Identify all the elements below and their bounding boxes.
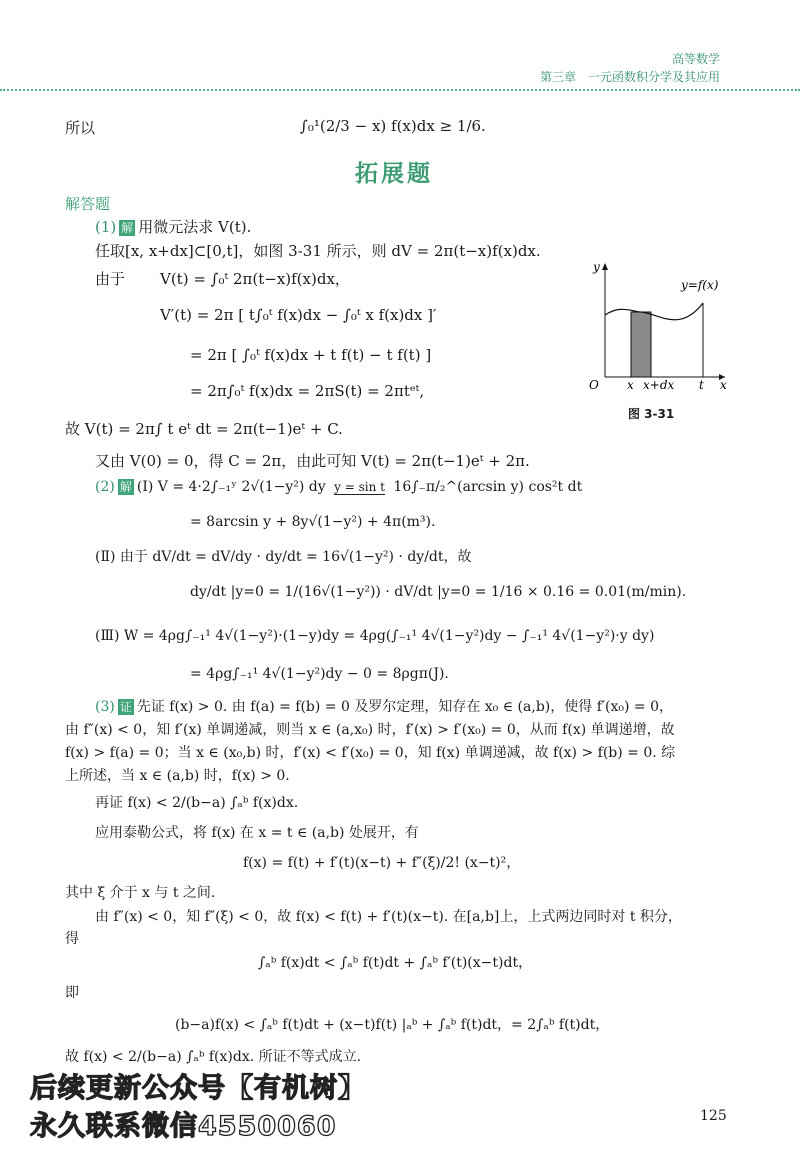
figure-caption: 图 3-31	[628, 407, 675, 421]
section-title: 拓展题	[355, 161, 433, 187]
top-inequality: ∫₀¹(2/3 − x) f(x)dx ≥ 1/6.	[300, 117, 486, 135]
p3-line13: (b−a)f(x) < ∫ₐᵇ f(t)dt + (x−t)f(t) |ₐᵇ + ∫ₐᵇ f(t)dt，= 2∫ₐᵇ f(t)dt，	[175, 1017, 610, 1033]
p3-line9: 由 f″(x) < 0，知 f″(ξ) < 0，故 f(x) < f(t) + f′(t)(x−t). 在[a,b]上，上式两边同时对 t 积分，	[95, 909, 682, 925]
p3-line7: f(x) = f(t) + f′(t)(x−t) + f″(ξ)/2! (x−t)²，	[243, 855, 521, 871]
p1-eq4: = 2π∫₀ᵗ f(x)dx = 2πS(t) = 2πtᵉᵗ,	[190, 382, 425, 400]
strip-rectangle	[631, 312, 651, 377]
problem-1-text: 用微元法求 V(t).	[138, 218, 252, 236]
p1-eq6: 又由 V(0) = 0，得 C = 2π，由此可知 V(t) = 2π(t−1)eᵗ + 2π.	[95, 452, 530, 470]
solution-tag: 解	[119, 480, 132, 494]
tick-t-label: t	[699, 378, 704, 392]
p3-line8: 其中 ξ 介于 x 与 t 之间.	[65, 885, 216, 901]
p2-eq1	[95, 479, 582, 495]
problem-2-number: (2)	[95, 479, 115, 495]
p1-eq5: 故 V(t) = 2π∫ t eᵗ dt = 2π(t−1)eᵗ + C.	[65, 420, 343, 438]
x-axis-label: x	[720, 378, 727, 392]
problem-3-number: (3)	[95, 699, 115, 715]
watermark-line-1: 后续更新公众号【有机树】	[30, 1073, 366, 1104]
p3-l1-text: 先证 f(x) > 0. 由 f(a) = f(b) = 0 及罗尔定理，知存在 x₀ ∈ (a,b)，使得 f′(x₀) = 0，	[136, 699, 674, 715]
p3-line12: 即	[65, 985, 79, 1001]
p1-line1: 任取[x, x+dx]⊂[0,t]，如图 3-31 所示，则 dV = 2π(t−x)f(x)dx.	[95, 242, 541, 260]
p1-eq2: V′(t) = 2π [ t∫₀ᵗ f(x)dx − ∫₀ᵗ x f(x)dx ]′	[160, 306, 437, 324]
solution-tag: 解	[121, 221, 134, 235]
page-number: 125	[700, 1108, 727, 1124]
figure-3-31	[585, 255, 735, 395]
p3-line10: 得	[65, 931, 79, 947]
problem-1-number: (1)	[95, 218, 117, 236]
p3-line11: ∫ₐᵇ f(x)dt < ∫ₐᵇ f(t)dt + ∫ₐᵇ f′(t)(x−t)dt，	[258, 955, 533, 971]
tick-x-label: x	[627, 378, 634, 392]
p2-eq5: (Ⅲ) W = 4ρg∫₋₁¹ 4√(1−y²)·(1−y)dy = 4ρg(∫₋₁¹ 4√(1−y²)dy − ∫₋₁¹ 4√(1−y²)·y dy)	[95, 628, 655, 644]
p3-line5: 再证 f(x) < 2/(b−a) ∫ₐᵇ f(x)dx.	[95, 795, 299, 811]
origin-label: O	[589, 378, 599, 392]
p2-eq6: = 4ρg∫₋₁¹ 4√(1−y²)dy − 0 = 8ρgπ(J).	[190, 666, 449, 682]
p3-line6: 应用泰勒公式，将 f(x) 在 x = t ∈ (a,b) 处展开，有	[95, 825, 419, 841]
p2-eq4: dy/dt |y=0 = 1/(16√(1−y²)) · dV/dt |y=0 = 1/16 × 0.16 = 0.01(m/min).	[190, 584, 687, 600]
p1-since: 由于	[95, 270, 126, 288]
proof-tag: 证	[119, 700, 132, 714]
tick-xdx-label: x+dx	[643, 378, 675, 392]
p3-line3: f(x) > f(a) = 0；当 x ∈ (x₀,b) 时，f′(x) < f′(x₀) = 0，知 f(x) 单调递减，故 f(x) > f(b) = 0. 综	[65, 745, 676, 761]
p3-line1	[95, 696, 673, 716]
substitution-arrow	[334, 480, 385, 495]
problem-1-intro	[95, 216, 251, 237]
p1-eq3: = 2π [ ∫₀ᵗ f(x)dx + t f(t) − t f(t) ]	[190, 346, 432, 364]
p2-eq2: = 8arcsin y + 8y√(1−y²) + 4π(m³).	[190, 514, 436, 530]
p2-eq1-rhs: 16∫₋π/₂^(arcsin y) cos²t dt	[393, 479, 583, 495]
watermark-line-2: 永久联系微信4550060	[30, 1111, 337, 1142]
y-axis-arrow	[602, 263, 608, 270]
y-axis-label: y	[593, 260, 600, 274]
p3-line14: 故 f(x) < 2/(b−a) ∫ₐᵇ f(x)dx. 所证不等式成立.	[65, 1049, 362, 1065]
substitution-text: y = sin t	[334, 479, 385, 494]
p2-eq1-lhs: (Ⅰ) V = 4·2∫₋₁ʸ 2√(1−y²) dy	[136, 479, 326, 495]
chapter-title: 第三章 一元函数积分学及其应用	[539, 70, 720, 84]
header-divider	[0, 89, 800, 91]
so-label: 所以	[65, 119, 96, 137]
p3-line2: 由 f″(x) < 0，知 f′(x) 单调递减，则当 x ∈ (a,x₀) 时，f′(x) > f′(x₀) = 0，从而 f(x) 单调递增，故	[65, 722, 675, 738]
book-title: 高等数学	[671, 52, 720, 66]
p1-eq1: V(t) = ∫₀ᵗ 2π(t−x)f(x)dx，	[160, 270, 350, 288]
curve-label: y=f(x)	[681, 278, 719, 292]
p3-line4: 上所述，当 x ∈ (a,b) 时，f(x) > 0.	[65, 768, 290, 784]
curve-fx	[605, 303, 703, 320]
category-label: 解答题	[65, 195, 111, 213]
p2-eq3: (Ⅱ) 由于 dV/dt = dV/dy · dy/dt = 16√(1−y²) · dy/dt，故	[95, 549, 472, 565]
